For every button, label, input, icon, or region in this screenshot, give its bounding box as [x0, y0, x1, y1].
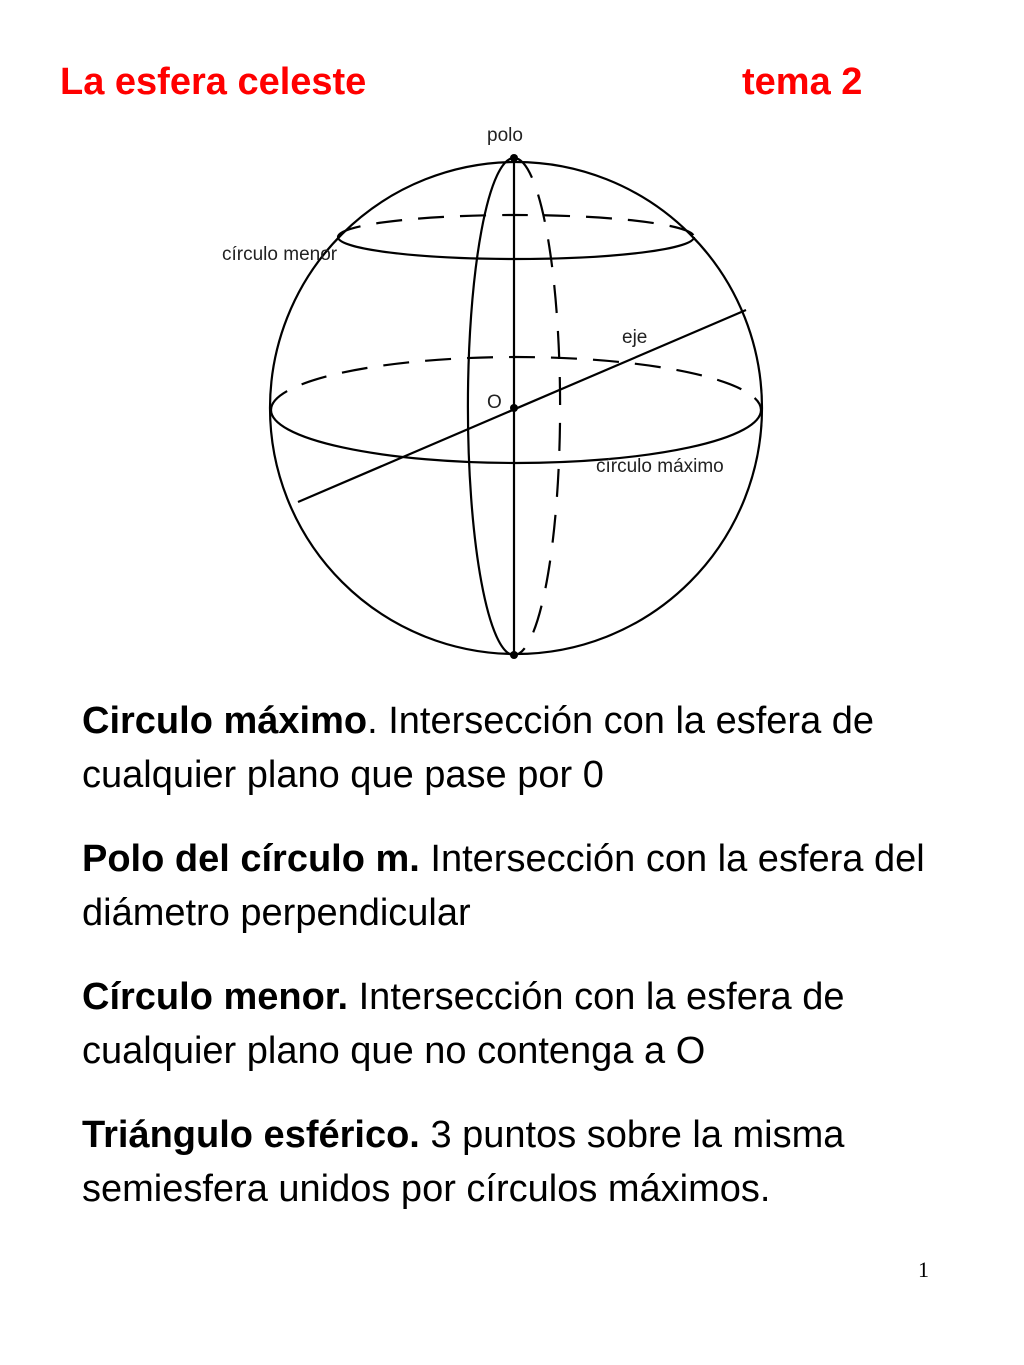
- definition-separator: [420, 838, 431, 880]
- definition-pole: [82, 832, 962, 940]
- definitions-list: [82, 694, 962, 1246]
- celestial-sphere-diagram: [0, 0, 1024, 680]
- definition-great-circle: [82, 694, 962, 802]
- label-pole: polo: [487, 125, 523, 146]
- definition-term: Circulo máximo: [82, 700, 368, 742]
- definition-term: Polo del círculo m.: [82, 838, 420, 880]
- slide-title: La esfera celeste: [60, 61, 367, 103]
- definition-separator: [348, 976, 359, 1018]
- label-center: O: [487, 392, 502, 413]
- center-point: [510, 404, 518, 412]
- label-axis: eje: [622, 327, 648, 348]
- great-circle-back: [271, 357, 761, 410]
- definition-text: Intersección con la esfera de cualquier plano que no contenga a O: [82, 976, 845, 1072]
- definition-term: Círculo menor.: [82, 976, 349, 1018]
- definition-text: Intersección con la esfera del diámetro perpendicular: [82, 838, 925, 934]
- page-number: 1: [918, 1257, 929, 1282]
- definition-text: Intersección con la esfera de cualquier plano que pase por 0: [82, 700, 875, 796]
- label-great-circle: círculo máximo: [596, 456, 724, 477]
- minor-circle-front: [338, 237, 694, 259]
- pole-point-bottom: [510, 651, 518, 659]
- definition-separator: [420, 1114, 431, 1156]
- label-minor-circle: círculo menor: [222, 244, 338, 265]
- definition-text: 3 puntos sobre la misma semiesfera unidos por círculos máximos.: [82, 1114, 845, 1210]
- definition-term: Triángulo esférico.: [82, 1114, 420, 1156]
- definition-minor-circle: [82, 970, 962, 1078]
- definition-separator: .: [367, 700, 389, 742]
- slide-topic-number: tema 2: [742, 61, 863, 103]
- minor-circle-back: [338, 215, 694, 237]
- pole-point-top: [510, 154, 518, 162]
- definition-spherical-triangle: [82, 1108, 962, 1216]
